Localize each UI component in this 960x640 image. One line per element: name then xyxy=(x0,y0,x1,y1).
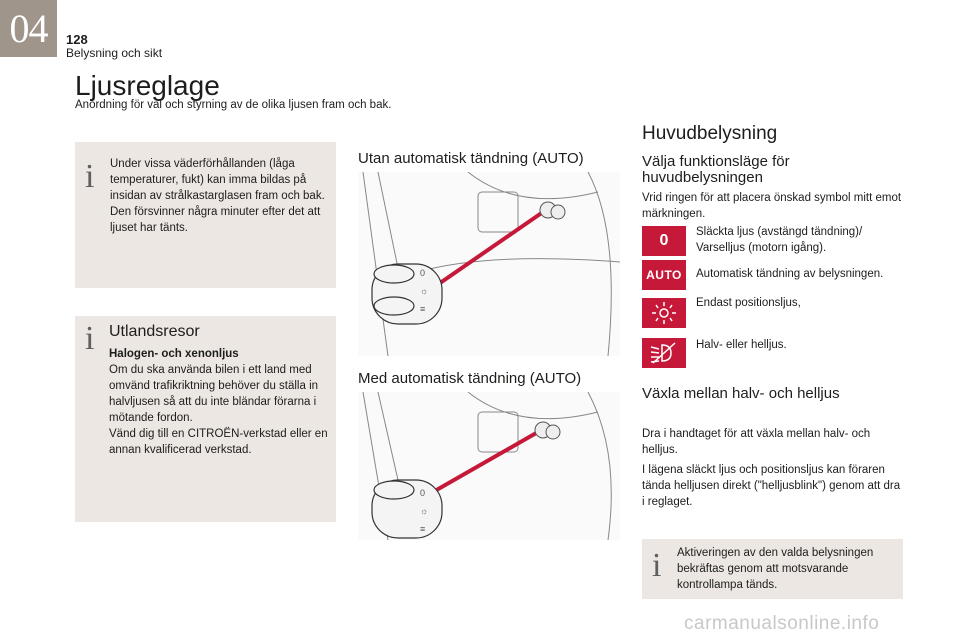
position-light-icon xyxy=(642,298,686,328)
info-icon: i xyxy=(85,158,95,195)
svg-text:☼: ☼ xyxy=(420,286,429,296)
info-icon: i xyxy=(652,547,662,584)
heading-without-auto: Utan automatisk tändning (AUTO) xyxy=(358,150,584,167)
paragraph-switch-beam: Dra i handtaget för att växla mellan halv- och helljus. xyxy=(642,428,871,456)
watermark: carmanualsonline.info xyxy=(684,613,880,634)
symbol-position-label: Endast positionsljus, xyxy=(696,297,801,309)
heading-switch-beam: Växla mellan halv- och helljus xyxy=(642,385,840,402)
info-text: Under vissa väderförhållanden (låga temperaturer, fukt) kan imma bildas på insidan av strålkastarglasen fram och bak. Den försvinner några minuter efter det att ljuset har tänts. xyxy=(110,158,325,234)
info-box-condensation xyxy=(75,142,336,288)
heading-select-mode: Välja funktionsläge för huvudbelysningen xyxy=(642,153,790,186)
info-box-title: Utlandsresor xyxy=(109,323,200,340)
headlight-icon xyxy=(642,338,686,368)
info-icon: i xyxy=(85,320,95,357)
page-title: Ljusreglage xyxy=(75,70,220,101)
svg-text:≡: ≡ xyxy=(420,524,426,534)
svg-text:☼: ☼ xyxy=(420,506,429,516)
chapter-number: 04 xyxy=(0,0,57,57)
paragraph-flash: I lägena släckt ljus och positionsljus kan föraren tända helljusen direkt ("helljusblink") genom att dra i reglaget. xyxy=(642,464,901,508)
info-paragraph-2: Vänd dig till en CITROËN-verkstad eller en annan kvalificerad verkstad. xyxy=(109,428,328,456)
info-box-foreign-travel xyxy=(75,316,336,522)
section-name: Belysning och sikt xyxy=(66,46,163,60)
symbol-auto-label: Automatisk tändning av belysningen. xyxy=(696,268,884,280)
info-box-activation xyxy=(642,539,903,599)
svg-text:≡: ≡ xyxy=(420,304,426,314)
illustration-stalk-without-auto xyxy=(358,172,620,356)
info-text xyxy=(109,346,329,458)
symbol-off-label: Släckta ljus (avstängd tändning)/ Varselljus (motorn igång). xyxy=(696,226,863,254)
info-text: Aktiveringen av den valda belysningen bekräftas genom att motsvarande kontrollampa tänds. xyxy=(677,547,874,591)
illustration-stalk-with-auto xyxy=(358,392,620,540)
svg-text:0: 0 xyxy=(420,268,426,278)
paragraph-select-mode: Vrid ringen för att placera önskad symbol mitt emot märkningen. xyxy=(642,192,902,220)
symbol-off-icon: 0 xyxy=(642,226,686,256)
info-paragraph: Om du ska använda bilen i ett land med omvänd trafikriktning behöver du ställa in halvljusen så att du inte bländar förarna i mötande fordon. xyxy=(109,364,319,424)
page-subtitle: Anordning för val och styrning av de olika ljusen fram och bak. xyxy=(75,99,392,111)
symbol-headlight-label: Halv- eller helljus. xyxy=(696,339,787,351)
info-bold-heading: Halogen- och xenonljus xyxy=(109,348,239,360)
page-number: 128 xyxy=(66,32,88,47)
heading-main-lights: Huvudbelysning xyxy=(642,123,778,144)
svg-text:0: 0 xyxy=(420,488,426,498)
symbol-auto-icon: AUTO xyxy=(642,260,686,290)
heading-with-auto: Med automatisk tändning (AUTO) xyxy=(358,370,582,387)
